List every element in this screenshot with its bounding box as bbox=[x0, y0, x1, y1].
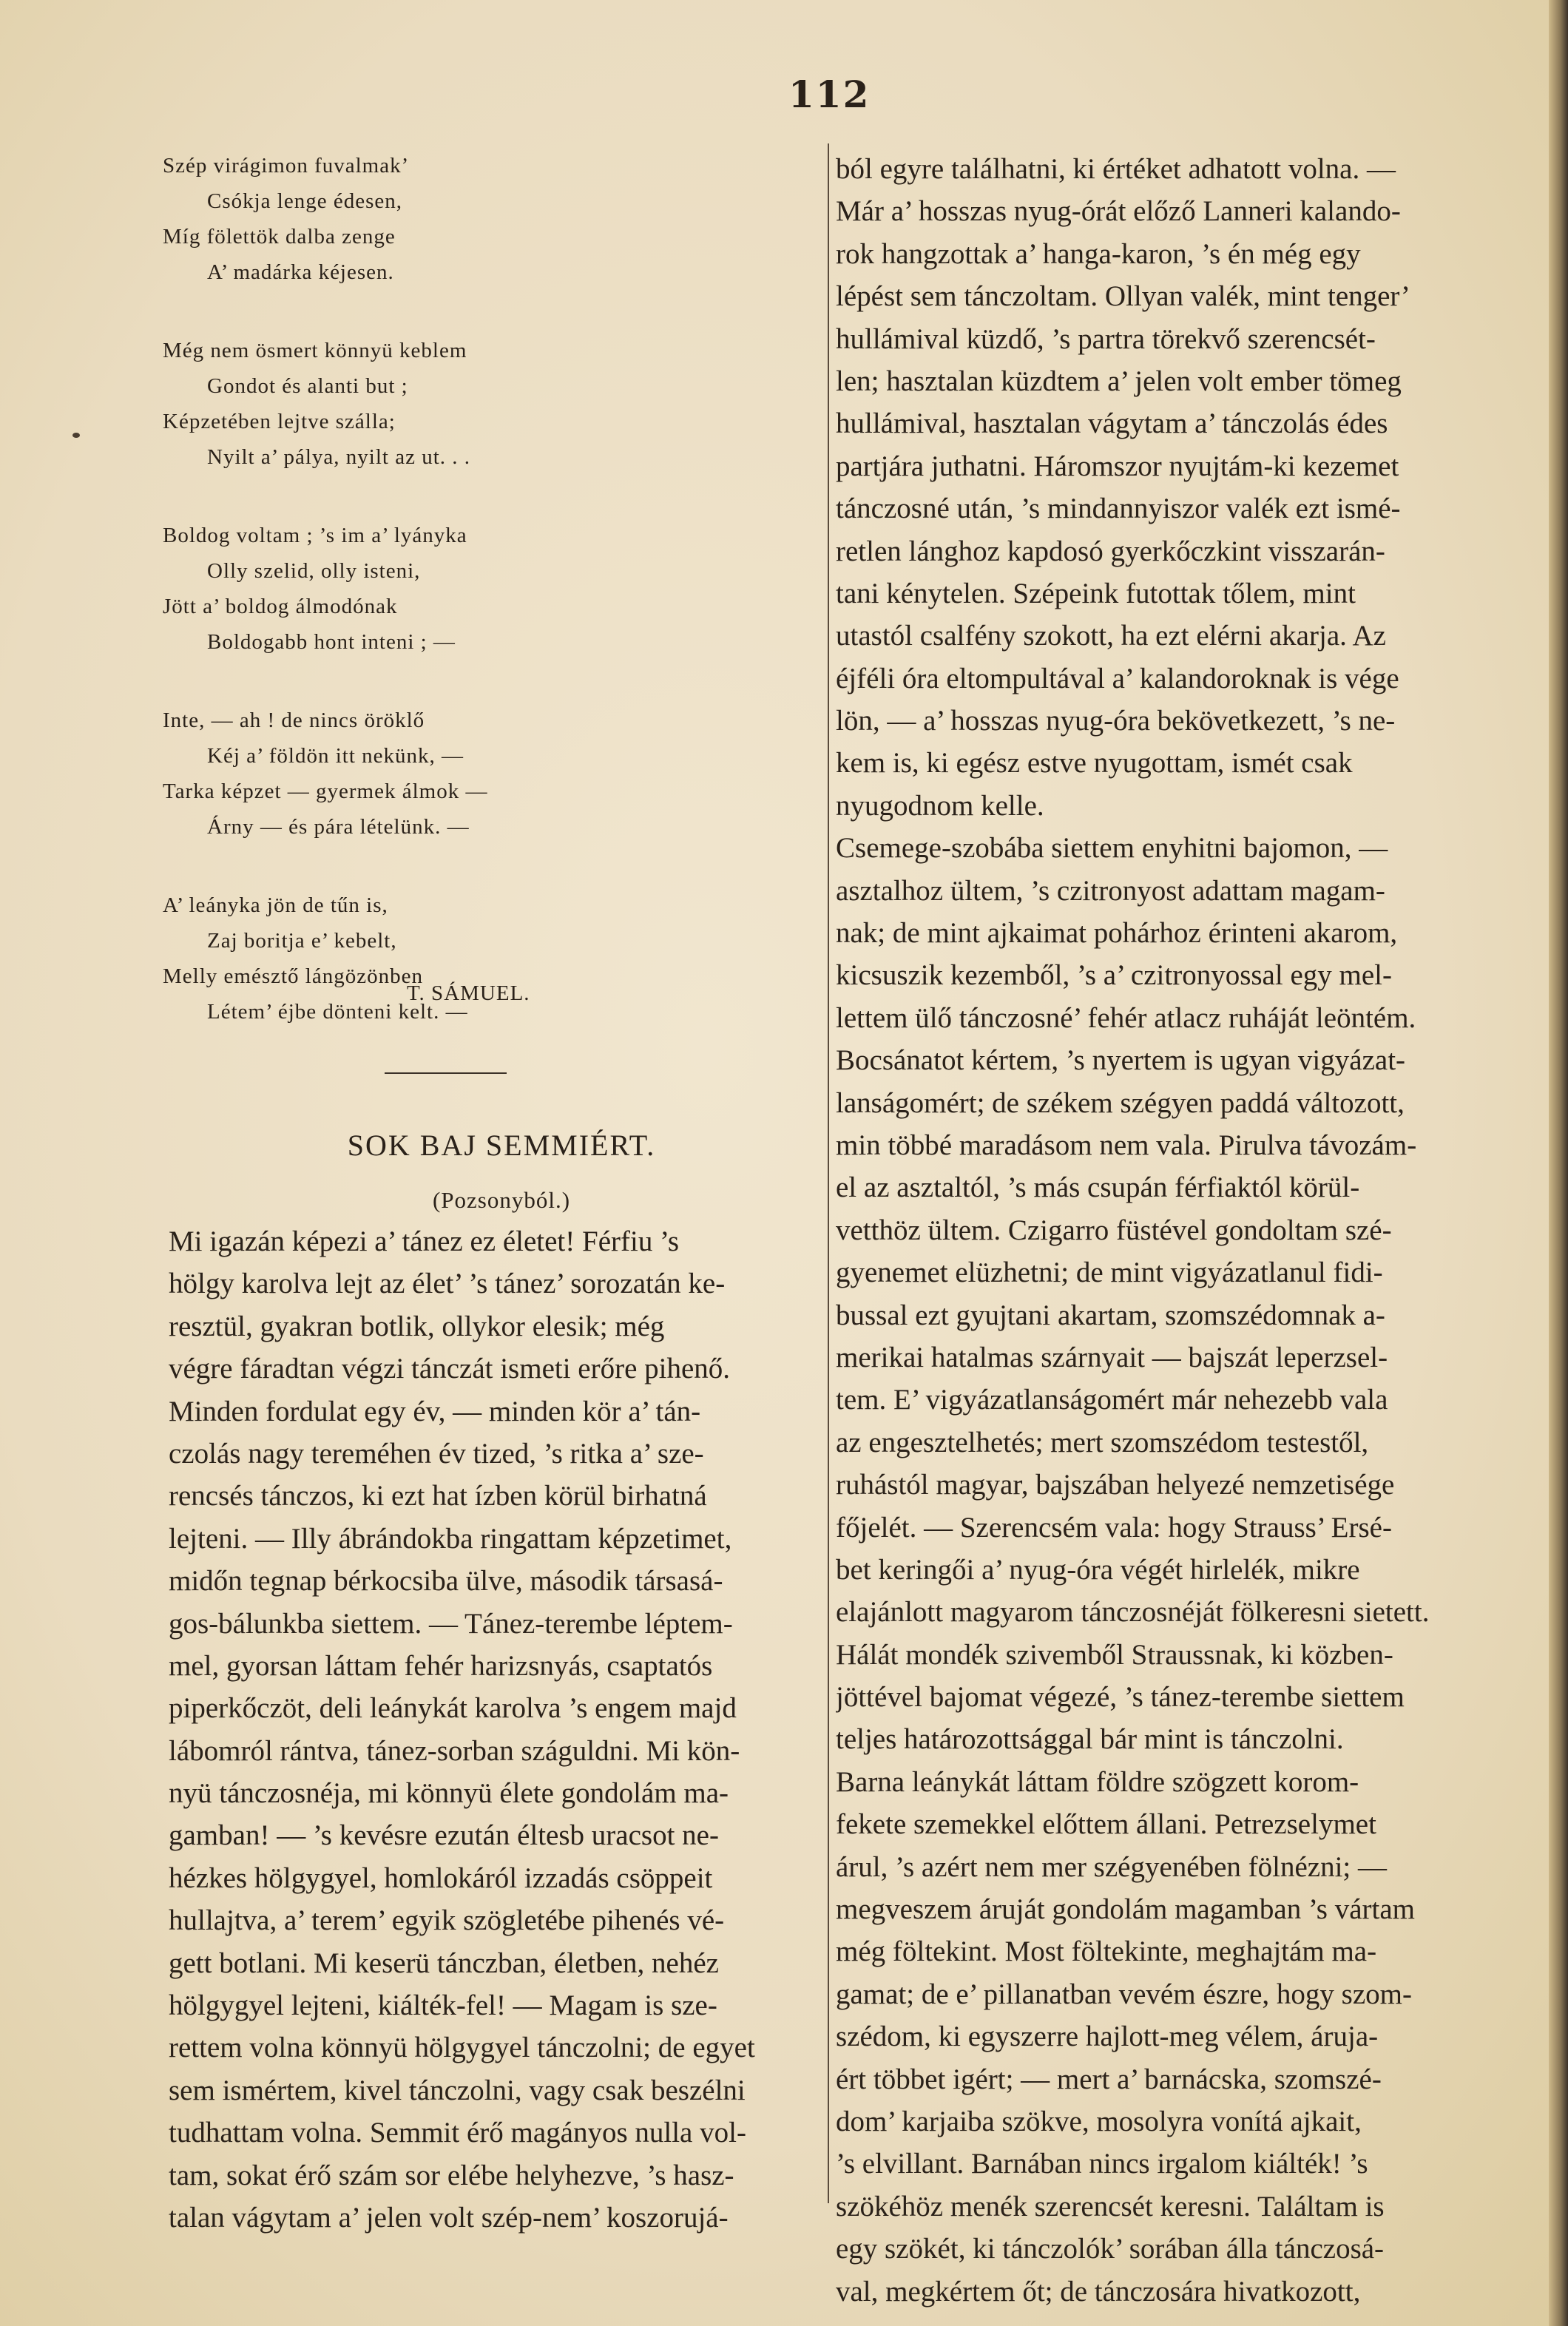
poem-verse: Melly emésztő lángözönben bbox=[163, 964, 423, 988]
poem-verse: Árny — és pára lételünk. — bbox=[207, 815, 470, 839]
article-text-line: vetthöz ültem. Czigarro füstével gondoltam szé- bbox=[836, 1214, 1392, 1246]
article-text-line: piperkőczöt, deli leánykát karolva ’s engem majd bbox=[169, 1692, 737, 1725]
article-text-line: Csemege-szobába siettem enyhitni bajomon, — bbox=[836, 832, 1388, 865]
article-text-line: az engesztelhetés; mert szomszédom testestől, bbox=[836, 1426, 1369, 1458]
poem-stanza bbox=[163, 333, 828, 475]
article-right-column bbox=[836, 148, 1546, 2313]
poem-verse: Boldogabb hont inteni ; — bbox=[207, 630, 456, 654]
article-text-line: fekete szemekkel előttem állani. Petrezselymet bbox=[836, 1808, 1376, 1841]
article-text-line: tam, sokat érő szám sor elébe helyhezve, ’s hasz- bbox=[169, 2159, 734, 2191]
article-text-line: gos-bálunkba siettem. — Tánez-terembe léptem- bbox=[169, 1607, 733, 1640]
poem bbox=[163, 148, 828, 1072]
article-text-line: lettem ülő tánczosné’ fehér atlacz ruháját leöntém. bbox=[836, 1001, 1416, 1034]
poem-verse: A’ leányka jön de tűn is, bbox=[163, 893, 388, 917]
article-text-line: Mi igazán képezi a’ tánez ez életet! Férfiu ’s bbox=[169, 1225, 680, 1257]
article-text-line: lejteni. — Illy ábrándokba ringattam képzetimet, bbox=[169, 1522, 732, 1555]
poem-stanza bbox=[163, 888, 828, 1030]
article-text-line: gamban! — ’s kevésre ezután éltesb uracsot ne- bbox=[169, 1819, 719, 1852]
article-text-line: ’s elvillant. Barnában nincs irgalom kiálték! ’s bbox=[836, 2148, 1368, 2180]
article-text-line: gett botlani. Mi keserü tánczban, életben, nehéz bbox=[169, 1947, 719, 1979]
article-subtitle: (Pozsonyból.) bbox=[432, 1187, 571, 1213]
poem-verse: Szép virágimon fuvalmak’ bbox=[163, 154, 410, 178]
article-text-line: gamat; de e’ pillanatban vevém észre, hogy szom- bbox=[836, 1978, 1412, 2010]
article-text-line: hullámival küzdő, ’s partra törekvő szerencsét- bbox=[836, 322, 1376, 355]
article-text-line: gyenemet elüzhetni; de mint vigyázatlanul fidi- bbox=[836, 1257, 1383, 1289]
article-text-line: Barna leánykát láttam földre szögzett korom- bbox=[836, 1765, 1359, 1798]
article-text-line: tem. E’ vigyázatlanságomért már nehezebb vala bbox=[836, 1384, 1388, 1416]
article-text-line: retlen lánghoz kapdosó gyerkőczkint visszarán- bbox=[836, 535, 1385, 567]
article-text-line: szédom, ki egyszerre hajlott-meg vélem, áruja- bbox=[836, 2021, 1379, 2053]
article-text-line: rettem volna könnyü hölgygyel tánczolni; de egyet bbox=[169, 2032, 755, 2064]
article-text-line: czolás nagy tereméhen év tized, ’s ritka a’ sze- bbox=[169, 1437, 704, 1470]
article-title: SOK BAJ SEMMIÉRT. bbox=[347, 1129, 656, 1162]
article-text-line: ruhástól magyar, bajszában helyezé nemzetisége bbox=[836, 1469, 1395, 1501]
poem-verse: Míg fölettök dalba zenge bbox=[163, 225, 396, 249]
poem-verse: Boldog voltam ; ’s im a’ lyányka bbox=[163, 524, 467, 547]
article-text-line: resztül, gyakran botlik, ollykor elesik; még bbox=[169, 1310, 665, 1342]
poem-verse: Olly szelid, olly isteni, bbox=[207, 559, 421, 583]
article-text-line: min többé maradásom nem vala. Pirulva távozám- bbox=[836, 1129, 1417, 1161]
article-text-line: len; hasztalan küzdtem a’ jelen volt ember tömeg bbox=[836, 365, 1402, 397]
poem-stanza bbox=[163, 518, 828, 660]
poem-verse: Csókja lenge édesen, bbox=[207, 189, 403, 213]
article-text-line: bet keringői a’ nyug-óra végét hirlelék, mikre bbox=[836, 1553, 1360, 1586]
poem-verse: Nyilt a’ pálya, nyilt az ut. . . bbox=[207, 445, 471, 469]
page-edge-shadow bbox=[1549, 0, 1568, 2326]
section-divider bbox=[385, 1072, 507, 1074]
article-text-line: tudhattam volna. Semmit érő magányos nulla vol- bbox=[169, 2117, 746, 2149]
article-text-line: kem is, ki egész estve nyugottam, ismét csak bbox=[836, 747, 1353, 780]
article-text-line: partjára juthatni. Háromszor nyujtám-ki kezemet bbox=[836, 450, 1399, 482]
article-text-line: lanságomért; de székem szégyen paddá változott, bbox=[836, 1086, 1405, 1119]
article-text-line: talan vágytam a’ jelen volt szép-nem’ koszorujá- bbox=[169, 2201, 729, 2234]
article-text-line: Bocsánatot kértem, ’s nyertem is ugyan vigyázat- bbox=[836, 1044, 1406, 1077]
poem-verse: Gondot és alanti but ; bbox=[207, 374, 408, 398]
article-text-line: lön, — a’ hosszas nyug-óra bekövetkezett, ’s ne- bbox=[836, 705, 1396, 737]
article-text-line: nyugodnom kelle. bbox=[836, 789, 1044, 822]
article-text-line: ért többet igért; — mert a’ barnácska, szomszé- bbox=[836, 2063, 1382, 2095]
article-text-line: lépést sem tánczoltam. Ollyan valék, mint tenger’ bbox=[836, 280, 1410, 313]
article-text-line: éjféli óra eltompultával a’ kalandoroknak is vége bbox=[836, 662, 1399, 694]
article-text-line: hölgy karolva lejt az élet’ ’s tánez’ sorozatán ke- bbox=[169, 1268, 726, 1300]
poem-verse: Tarka képzet — gyermek álmok — bbox=[163, 780, 488, 803]
article-left-column bbox=[169, 1220, 834, 2239]
poem-verse: Inte, — ah ! de nincs öröklő bbox=[163, 709, 425, 732]
article-text-line: szökéhöz menék szerencsét keresni. Találtam is bbox=[836, 2190, 1385, 2222]
article-text-line: mel, gyorsan láttam fehér harizsnyás, csaptatós bbox=[169, 1649, 713, 1682]
article-text-line: Minden fordulat egy év, — minden kör a’ tán- bbox=[169, 1395, 701, 1427]
article-text-line: hullajtva, a’ terem’ egyik szögletébe pihenés vé- bbox=[169, 1904, 725, 1937]
article-text-line: hézkes hölgygyel, homlokáról izzadás csöppeit bbox=[169, 1862, 713, 1894]
article-text-line: val, megkértem őt; de tánczosára hivatkozott, bbox=[836, 2275, 1361, 2308]
poem-verse: Létem’ éjbe dönteni kelt. — bbox=[207, 1000, 468, 1024]
article-text-line: nyü tánczosnéja, mi könnyü élete gondolám ma- bbox=[169, 1777, 729, 1810]
article-text-line: Már a’ hosszas nyug-órát előző Lanneri kalando- bbox=[836, 195, 1401, 228]
article-text-line: jöttével bajomat végezé, ’s tánez-terembe siettem bbox=[836, 1681, 1405, 1714]
article-text-line: rencsés tánczos, ki ezt hat ízben körül birhatná bbox=[169, 1480, 707, 1512]
article-text-line: árul, ’s azért nem mer szégyenében fölnézni; — bbox=[836, 1850, 1388, 1883]
article-text-line: főjelét. — Szerencsém vala: hogy Strauss’ Ersé- bbox=[836, 1511, 1392, 1544]
article-text-line: dom’ karjaiba szökve, mosolyra vonítá ajkait, bbox=[836, 2105, 1362, 2137]
article-text-line: még föltekint. Most föltekinte, meghajtám ma- bbox=[836, 1935, 1377, 1968]
article-text-line: sem ismértem, kivel tánczolni, vagy csak beszélni bbox=[169, 2074, 746, 2106]
ink-mark bbox=[72, 433, 80, 438]
article-text-line: lábomról rántva, tánez-sorban száguldni. Mi kön- bbox=[169, 1734, 740, 1767]
article-text-line: teljes határozottsággal bár mint is tánczolni. bbox=[836, 1723, 1344, 1756]
poem-verse: Jött a’ boldog álmodónak bbox=[163, 595, 398, 618]
poem-verse: Még nem ösmert könnyü keblem bbox=[163, 339, 467, 362]
article-text-line: Hálát mondék szivemből Straussnak, ki közben- bbox=[836, 1638, 1393, 1671]
poem-verse: Kéj a’ földön itt nekünk, — bbox=[207, 744, 464, 768]
poem-verse: Képzetében lejtve szálla; bbox=[163, 410, 396, 433]
article-text-line: rok hangzottak a’ hanga-karon, ’s én még egy bbox=[836, 237, 1361, 270]
article-text-line: bussal ezt gyujtani akartam, szomszédomnak a- bbox=[836, 1299, 1385, 1331]
article-text-line: elajánlott magyarom tánczosnéját fölkeresni sietett. bbox=[836, 1596, 1430, 1629]
article-text-line: tani kénytelen. Szépeink futottak tőlem, mint bbox=[836, 577, 1356, 609]
article-text-line: utastól csalfény szokott, ha ezt elérni akarja. Az bbox=[836, 620, 1386, 652]
poem-verse: Zaj boritja e’ kebelt, bbox=[207, 929, 397, 953]
poem-stanza bbox=[163, 703, 828, 845]
article-text-line: merikai hatalmas szárnyait — bajszát leperzsel- bbox=[836, 1341, 1388, 1373]
article-text-line: el az asztaltól, ’s más csupán férfiaktól körül- bbox=[836, 1172, 1360, 1204]
article-text-line: ból egyre találhatni, ki értéket adhatott volna. — bbox=[836, 153, 1396, 185]
poem-verse: A’ madárka kéjesen. bbox=[207, 260, 394, 284]
article-text-line: végre fáradtan végzi tánczát ismeti erőre pihenő. bbox=[169, 1353, 731, 1385]
article-text-line: asztalhoz ültem, ’s czitronyost adattam magam- bbox=[836, 874, 1385, 907]
poem-stanza bbox=[163, 148, 828, 290]
page-number: 112 bbox=[788, 72, 871, 116]
article-text-line: kicsuszik kezemből, ’s a’ czitronyossal egy mel- bbox=[836, 959, 1392, 992]
article-text-line: hullámival, hasztalan vágytam a’ tánczolás édes bbox=[836, 408, 1388, 440]
article-text-line: hölgygyel lejteni, kiálték-fel! — Magam is sze- bbox=[169, 1989, 717, 2022]
article-text-line: nak; de mint ajkaimat pohárhoz érinteni akarom, bbox=[836, 917, 1398, 950]
article-text-line: megveszem áruját gondolám magamban ’s vártam bbox=[836, 1893, 1415, 1926]
poem-signature: T. SÁMUEL. bbox=[407, 981, 530, 1005]
article-text-line: egy szökét, ki tánczolók’ sorában álla tánczosá- bbox=[836, 2233, 1385, 2265]
article-text-line: midőn tegnap bérkocsiba ülve, második társasá- bbox=[169, 1565, 723, 1598]
article-text-line: tánczosné után, ’s mindannyiszor valék ezt ismé- bbox=[836, 493, 1401, 525]
